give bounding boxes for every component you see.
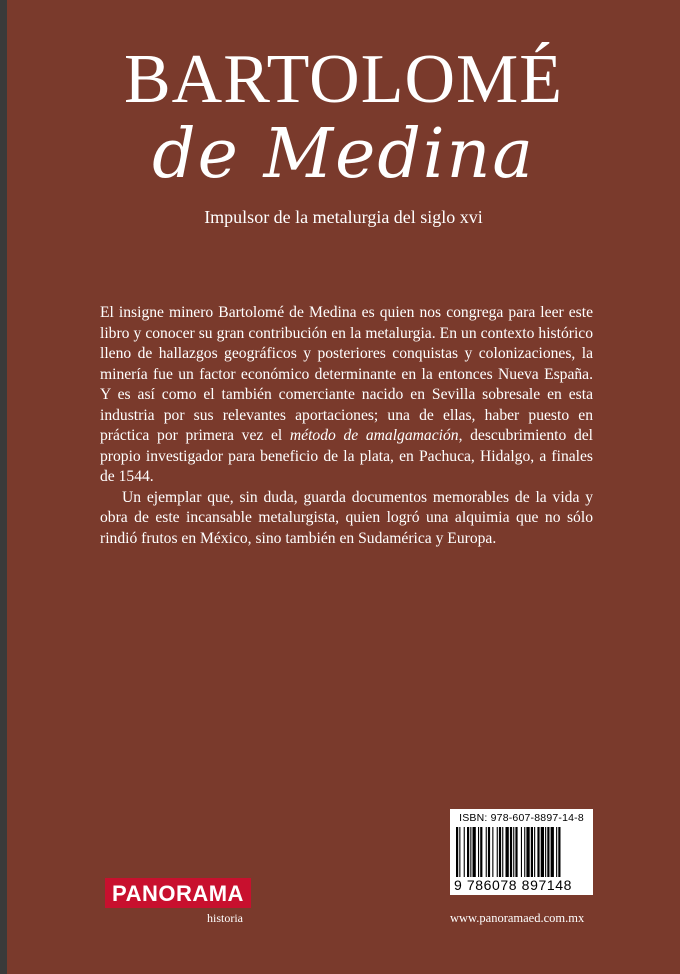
barcode-box bbox=[450, 809, 593, 895]
barcode-digits: 9 786078 897148 bbox=[454, 877, 572, 893]
blurb-text: , descubrimiento del propio investigador para beneficio de la plata, en Pachuca, Hidalgo, a finales de 1544. bbox=[100, 427, 594, 485]
blurb bbox=[100, 303, 593, 549]
blurb-text: El insigne minero Bartolomé de Medina es quien nos congrega para leer este libro y conocer su gran contribución en la metalurgia. En un contexto histórico lleno de hallazgos geográficos y posteriores conquistas y colonizaciones, la minería fue un factor económico determinante en la entonces Nueva España. Y es así como el también comerciante nacido en Sevilla sobresale en esta industria por sus relevantes aportaciones; una de ellas, haber puesto en práctica por primera vez el bbox=[100, 304, 593, 444]
publisher-logo: PANORAMA bbox=[105, 878, 251, 908]
barcode-icon bbox=[456, 827, 588, 877]
isbn-label: ISBN: 978-607-8897-14-8 bbox=[459, 812, 584, 824]
blurb-paragraph-1 bbox=[100, 303, 593, 488]
book-title: BARTOLOMÉ bbox=[123, 41, 564, 118]
book-title-script: de Medina bbox=[152, 115, 535, 194]
blurb-paragraph-2: Un ejemplar que, sin duda, guarda documentos memorables de la vida y obra de este incansable metalurgista, quien logró una alquimia que no sólo rindió frutos en México, sino también en Sudamérica y Europa. bbox=[100, 488, 593, 547]
blurb-emphasis: método de amalgamación bbox=[289, 427, 459, 444]
back-cover bbox=[7, 0, 680, 974]
imprint-label: historia bbox=[207, 911, 243, 925]
publisher-website: www.panoramaed.com.mx bbox=[450, 911, 585, 925]
book-subtitle: Impulsor de la metalurgia del siglo xvi bbox=[204, 207, 483, 227]
